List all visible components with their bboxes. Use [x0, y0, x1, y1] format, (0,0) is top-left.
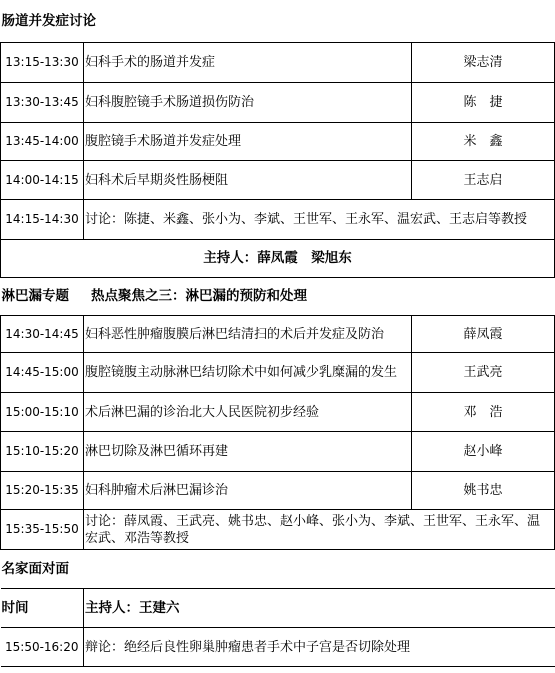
- host-label: 主持人：王建六: [84, 589, 555, 628]
- session-time: 15:10-15:20: [1, 432, 84, 472]
- section-header: [1, 278, 555, 316]
- session-time: 14:45-15:00: [1, 353, 84, 393]
- session-topic: 妇科腹腔镜手术肠道损伤防治: [84, 83, 412, 123]
- discussion-topic: 讨论：薛凤霞、王武亮、姚书忠、赵小峰、张小为、李斌、王世军、王永军、温宏武、邓浩等教授: [84, 510, 555, 550]
- session-time: 13:45-14:00: [1, 123, 84, 161]
- table-row: [1, 393, 555, 432]
- table-row: [1, 161, 555, 200]
- session-time: 14:15-14:30: [1, 200, 84, 240]
- host-row: [1, 589, 555, 628]
- session-speaker: 王武亮: [412, 353, 555, 393]
- session-time: 14:30-14:45: [1, 316, 84, 353]
- session-topic: 妇科恶性肿瘤腹膜后淋巴结清扫的术后并发症及防治: [84, 316, 412, 353]
- table-row: [1, 83, 555, 123]
- session-topic: 淋巴切除及淋巴循环再建: [84, 432, 412, 472]
- section-title: 淋巴漏专题: [1, 288, 69, 304]
- session-speaker: 姚书忠: [412, 472, 555, 510]
- session-topic: 妇科术后早期炎性肠梗阻: [84, 161, 412, 200]
- table-row: [1, 432, 555, 472]
- section-header: [1, 0, 555, 43]
- session-topic: 腹腔镜手术肠道并发症处理: [84, 123, 412, 161]
- table-row: [1, 472, 555, 510]
- section-title: 肠道并发症讨论: [1, 0, 555, 43]
- session-speaker: 陈 捷: [412, 83, 555, 123]
- table-row: [1, 123, 555, 161]
- session-speaker: 赵小峰: [412, 432, 555, 472]
- session-topic: 术后淋巴漏的诊治北大人民医院初步经验: [84, 393, 412, 432]
- session-time: 15:00-15:10: [1, 393, 84, 432]
- table-row: [1, 353, 555, 393]
- session-time: 14:00-14:15: [1, 161, 84, 200]
- session-speaker: 王志启: [412, 161, 555, 200]
- session-speaker: 梁志清: [412, 43, 555, 83]
- session-topic: 辩论：绝经后良性卵巢肿瘤患者手术中子宫是否切除处理: [84, 628, 555, 667]
- session-topic: 妇科肿瘤术后淋巴漏诊治: [84, 472, 412, 510]
- table-row: [1, 200, 555, 240]
- table-row: [1, 316, 555, 353]
- session-time: 13:15-13:30: [1, 43, 84, 83]
- section-title-row: [1, 278, 555, 316]
- section-header: [1, 550, 555, 589]
- table-row: [1, 43, 555, 83]
- session-time: 13:30-13:45: [1, 83, 84, 123]
- session-speaker: 米 鑫: [412, 123, 555, 161]
- host-label: 主持人：薛凤霞 梁旭东: [1, 240, 555, 278]
- session-time: 15:20-15:35: [1, 472, 84, 510]
- table-row: [1, 510, 555, 550]
- time-header: 时间: [1, 589, 84, 628]
- session-time: 15:50-16:20: [1, 628, 84, 667]
- session-time: 15:35-15:50: [1, 510, 84, 550]
- session-topic: 妇科手术的肠道并发症: [84, 43, 412, 83]
- session-speaker: 邓 浩: [412, 393, 555, 432]
- section-title: 名家面对面: [1, 550, 555, 589]
- section-subtitle: 热点聚焦之三：淋巴漏的预防和处理: [91, 288, 307, 304]
- table-row: [1, 628, 555, 667]
- session-topic: 腹腔镜腹主动脉淋巴结切除术中如何减少乳糜漏的发生: [84, 353, 412, 393]
- discussion-topic: 讨论：陈捷、米鑫、张小为、李斌、王世军、王永军、温宏武、王志启等教授: [84, 200, 555, 240]
- host-row: [1, 240, 555, 278]
- session-speaker: 薛凤霞: [412, 316, 555, 353]
